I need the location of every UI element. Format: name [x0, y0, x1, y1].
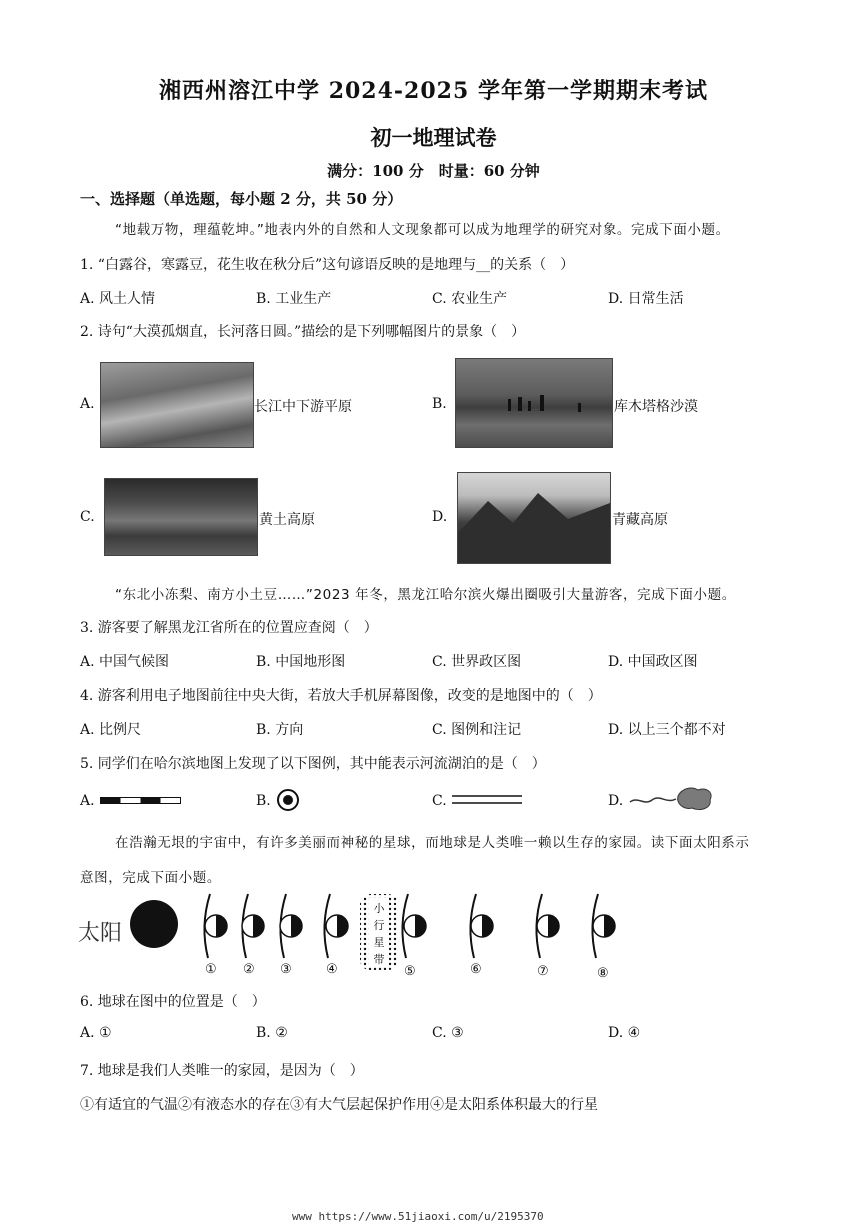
- planet-label-3: ③: [280, 962, 292, 977]
- q3-option-b[interactable]: B. 中国地形图: [256, 654, 346, 670]
- q3-option-a[interactable]: A. 中国气候图: [80, 654, 170, 670]
- section-heading: 一、选择题（单选题，每小题 2 分，共 50 分）: [80, 190, 403, 208]
- question-7: 7. 地球是我们人类唯一的家园，是因为（ ）: [80, 1063, 364, 1079]
- q2-caption-d: 青藏高原: [612, 512, 668, 528]
- question-4: 4. 游客利用电子地图前往中央大街，若放大手机屏幕图像，改变的是地图中的（ ）: [80, 688, 602, 704]
- q6-option-a[interactable]: A. ①: [80, 1025, 112, 1041]
- sun-icon: [128, 898, 180, 950]
- question-2: 2. 诗句“大漠孤烟直，长河落日圆。”描绘的是下列哪幅图片的景象（ ）: [80, 324, 526, 340]
- intro-paragraph-3-line1: 在浩瀚无垠的宇宙中，有许多美丽而神秘的星球，而地球是人类唯一赖以生存的家园。读下面太阳系示: [115, 835, 750, 851]
- planet-7-icon: [536, 894, 559, 958]
- planet-label-4: ④: [326, 962, 338, 977]
- planet-orbits: [196, 890, 626, 962]
- planet-5-icon: [402, 894, 426, 958]
- q6-option-c[interactable]: C. ③: [432, 1025, 464, 1041]
- desert-photo: [455, 358, 613, 448]
- river-lake-symbol-icon: [628, 784, 716, 814]
- q4-option-d[interactable]: D. 以上三个都不对: [608, 722, 726, 738]
- planet-label-2: ②: [243, 962, 255, 977]
- camel-silhouette-icon: [456, 359, 612, 447]
- planet-4-icon: [324, 894, 348, 958]
- planet-6-icon: [470, 894, 493, 958]
- road-symbol-icon: [452, 794, 522, 806]
- intro-paragraph-2: “东北小冻梨、南方小土豆……”2023 年冬，黑龙江哈尔滨火爆出圈吸引大量游客，完成下面小题。: [115, 587, 736, 603]
- q2-caption-c: 黄土高原: [259, 512, 315, 528]
- planet-label-7: ⑦: [537, 964, 549, 979]
- q5-option-d[interactable]: D.: [608, 793, 624, 809]
- sun-label: 太阳: [78, 921, 123, 946]
- plateau-photo: [457, 472, 611, 564]
- q4-option-a[interactable]: A. 比例尺: [80, 722, 142, 738]
- q7-choices: ①有适宜的气温②有液态水的存在③有大气层起保护作用④是太阳系体积最大的行星: [80, 1097, 598, 1113]
- railway-symbol-icon: [100, 795, 182, 807]
- question-3: 3. 游客要了解黑龙江省所在的位置应查阅（ ）: [80, 620, 378, 636]
- planet-label-8: ⑧: [597, 966, 609, 981]
- planet-label-6: ⑥: [470, 962, 482, 977]
- q1-option-a[interactable]: A. 风土人情: [80, 291, 156, 307]
- q4-option-b[interactable]: B. 方向: [256, 722, 304, 738]
- q5-option-a[interactable]: A.: [80, 793, 95, 809]
- q2-option-d[interactable]: D.: [432, 509, 448, 525]
- q2-option-b[interactable]: B.: [432, 396, 447, 412]
- belt-char-1: 小: [373, 902, 385, 915]
- belt-char-2: 行: [373, 919, 385, 932]
- footer-url[interactable]: www https://www.51jiaoxi.com/u/2195370: [292, 1210, 544, 1223]
- score-info: 满分：100 分 时量：60 分钟: [327, 162, 540, 180]
- q6-option-b[interactable]: B. ②: [256, 1025, 288, 1041]
- question-5: 5. 同学们在哈尔滨地图上发现了以下图例，其中能表示河流湖泊的是（ ）: [80, 756, 546, 772]
- q5-option-b[interactable]: B.: [256, 793, 271, 809]
- q2-caption-a: 长江中下游平原: [254, 399, 352, 415]
- q6-option-d[interactable]: D. ④: [608, 1025, 641, 1041]
- intro-paragraph-3-line2: 意图，完成下面小题。: [80, 870, 221, 886]
- q3-option-c[interactable]: C. 世界政区图: [432, 654, 522, 670]
- belt-char-4: 带: [373, 953, 385, 966]
- q4-option-c[interactable]: C. 图例和注记: [432, 722, 522, 738]
- q1-option-d[interactable]: D. 日常生活: [608, 291, 684, 307]
- q2-option-c[interactable]: C.: [80, 509, 95, 525]
- planet-8-icon: [592, 894, 615, 958]
- mountain-icon: [458, 473, 610, 563]
- belt-char-3: 星: [373, 936, 385, 949]
- planet-3-icon: [280, 894, 302, 958]
- question-1: 1. “白露谷，寒露豆，花生收在秋分后”这句谚语反映的是地理与__的关系（ ）: [80, 257, 575, 273]
- planet-label-5: ⑤: [404, 964, 416, 979]
- exam-title: 湘西州溶江中学 2024-2025 学年第一学期期末考试: [159, 78, 708, 104]
- intro-paragraph-1: “地载万物，理蕴乾坤。”地表内外的自然和人文现象都可以成为地理学的研究对象。完成下面小题。: [115, 222, 730, 238]
- q5-option-c[interactable]: C.: [432, 793, 447, 809]
- exam-subtitle: 初一地理试卷: [370, 125, 497, 150]
- capital-symbol-icon: [276, 788, 300, 812]
- planet-2-icon: [242, 894, 264, 958]
- planet-label-1: ①: [205, 962, 217, 977]
- question-6: 6. 地球在图中的位置是（ ）: [80, 994, 266, 1010]
- planet-1-icon: [204, 894, 227, 958]
- loess-plateau-photo: [104, 478, 258, 556]
- plain-photo: [100, 362, 254, 448]
- q2-caption-b: 库木塔格沙漠: [614, 399, 698, 415]
- q3-option-d[interactable]: D. 中国政区图: [608, 654, 698, 670]
- q1-option-b[interactable]: B. 工业生产: [256, 291, 332, 307]
- q1-option-c[interactable]: C. 农业生产: [432, 291, 508, 307]
- q2-option-a[interactable]: A.: [80, 396, 95, 412]
